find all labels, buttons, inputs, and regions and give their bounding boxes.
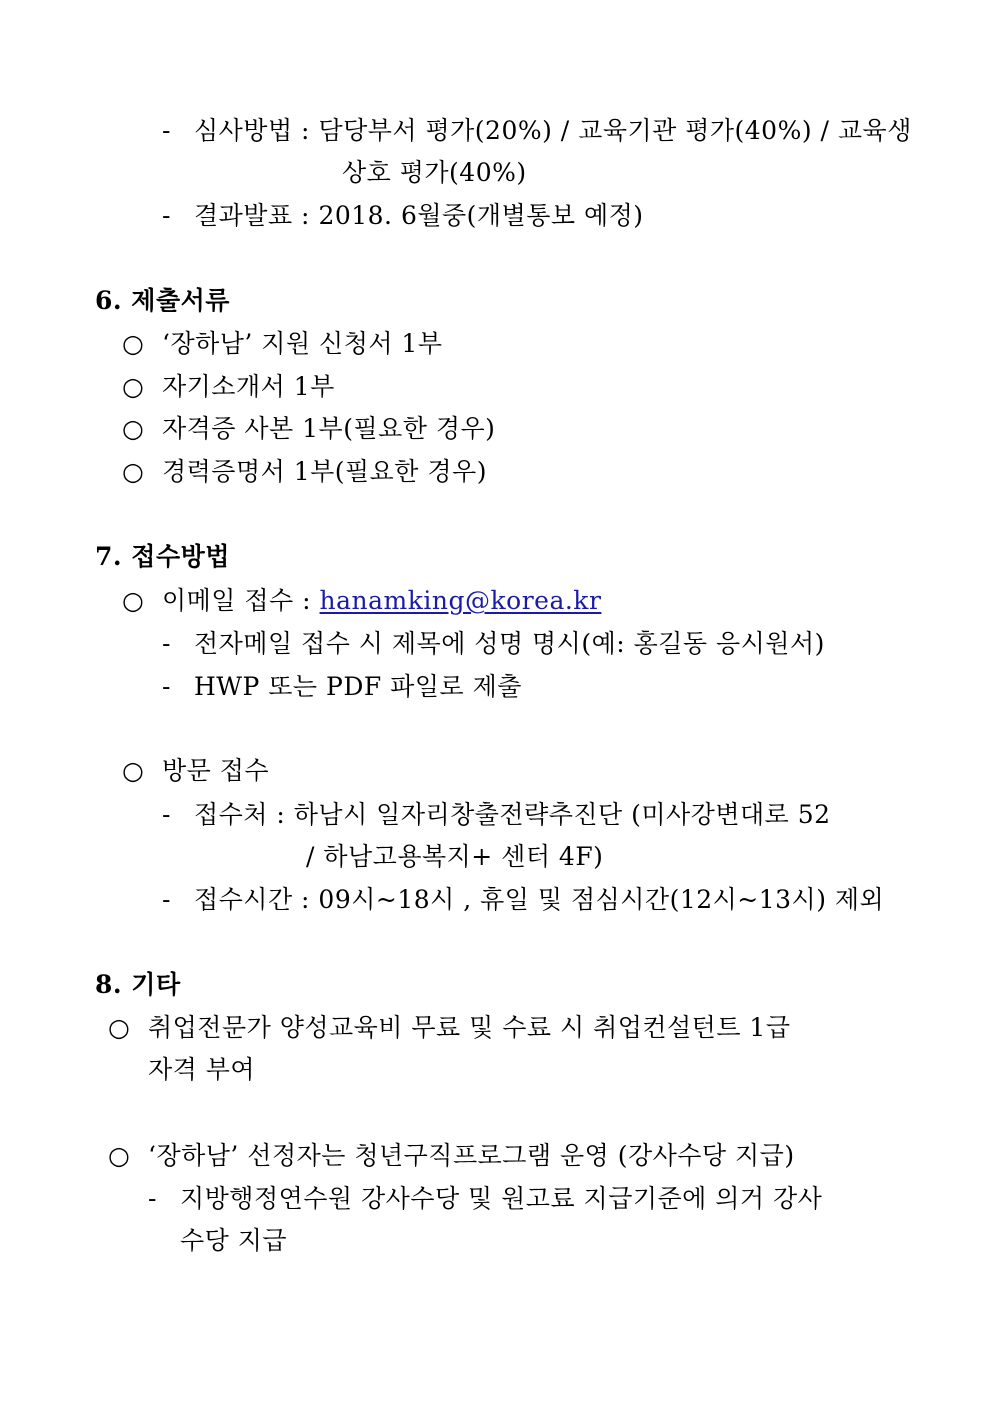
- file-format-text: HWP 또는 PDF 파일로 제출: [194, 672, 522, 701]
- etc-item-2-sub-continuation: 수당 지급: [180, 1226, 288, 1255]
- etc-item-1-text: 취업전문가 양성교육비 무료 및 수료 시 취업컨설턴트 1급: [148, 1013, 791, 1042]
- review-method-label: 심사방법 :: [194, 116, 310, 145]
- section-8-heading: 8. 기타: [95, 970, 181, 999]
- circle-bullet-icon: ○: [122, 329, 145, 358]
- etc-item-2-sub: [148, 1182, 822, 1216]
- list-item-text: 자격증 사본 1부(필요한 경우): [162, 414, 496, 443]
- circle-bullet-icon: ○: [122, 586, 145, 615]
- dash-bullet: -: [162, 672, 171, 701]
- result-announcement-line: [162, 199, 644, 233]
- visit-place-text: 접수처 : 하남시 일자리창출전략추진단 (미사강변대로 52: [194, 800, 831, 829]
- circle-bullet-icon: ○: [108, 1141, 131, 1170]
- dash-bullet: -: [162, 629, 171, 658]
- circle-bullet-icon: ○: [122, 372, 145, 401]
- dash-bullet: -: [162, 885, 171, 914]
- dash-bullet: -: [162, 201, 171, 230]
- circle-bullet-icon: ○: [122, 756, 145, 785]
- email-note-line: [162, 627, 825, 661]
- result-label: 결과발표 :: [194, 201, 310, 230]
- visit-label: 방문 접수: [162, 756, 270, 785]
- list-item: [122, 412, 495, 446]
- visit-time-text: 접수시간 : 09시~18시 , 휴일 및 점심시간(12시~13시) 제외: [194, 885, 885, 914]
- list-item-text: 경력증명서 1부(필요한 경우): [162, 457, 487, 486]
- circle-bullet-icon: ○: [122, 414, 145, 443]
- section-6-heading: 6. 제출서류: [95, 286, 230, 315]
- result-text: 2018. 6월중(개별통보 예정): [318, 201, 644, 230]
- etc-item-2-sub-text: 지방행정연수원 강사수당 및 원고료 지급기준에 의거 강사: [180, 1184, 823, 1213]
- list-item-text: 자기소개서 1부: [162, 372, 335, 401]
- email-submission-line: [122, 584, 601, 618]
- etc-item-2: [108, 1139, 795, 1173]
- dash-bullet: -: [162, 116, 171, 145]
- list-item: [122, 455, 487, 489]
- email-link[interactable]: hanamking@korea.kr: [319, 586, 602, 615]
- file-format-line: [162, 670, 522, 704]
- review-method-line: [162, 114, 912, 148]
- email-label: 이메일 접수 :: [162, 586, 312, 615]
- section-7-heading: 7. 접수방법: [95, 542, 230, 571]
- visit-submission-line: [122, 754, 269, 788]
- list-item-text: ‘장하남’ 지원 신청서 1부: [162, 329, 443, 358]
- etc-item-1-continuation: 자격 부여: [148, 1055, 256, 1084]
- list-item: [122, 370, 335, 404]
- circle-bullet-icon: ○: [122, 457, 145, 486]
- visit-place-continuation: / 하남고용복지+ 센터 4F): [306, 842, 604, 871]
- list-item: [122, 327, 443, 361]
- review-method-continuation: 상호 평가(40%): [342, 158, 527, 187]
- dash-bullet: -: [162, 800, 171, 829]
- visit-place-line: [162, 798, 831, 832]
- review-method-text: 담당부서 평가(20%) / 교육기관 평가(40%) / 교육생: [318, 116, 912, 145]
- visit-time-line: [162, 883, 884, 917]
- dash-bullet: -: [148, 1184, 157, 1213]
- etc-item-1: [108, 1011, 791, 1045]
- etc-item-2-text: ‘장하남’ 선정자는 청년구직프로그램 운영 (강사수당 지급): [148, 1141, 795, 1170]
- circle-bullet-icon: ○: [108, 1013, 131, 1042]
- email-note-text: 전자메일 접수 시 제목에 성명 명시(예: 홍길동 응시원서): [194, 629, 825, 658]
